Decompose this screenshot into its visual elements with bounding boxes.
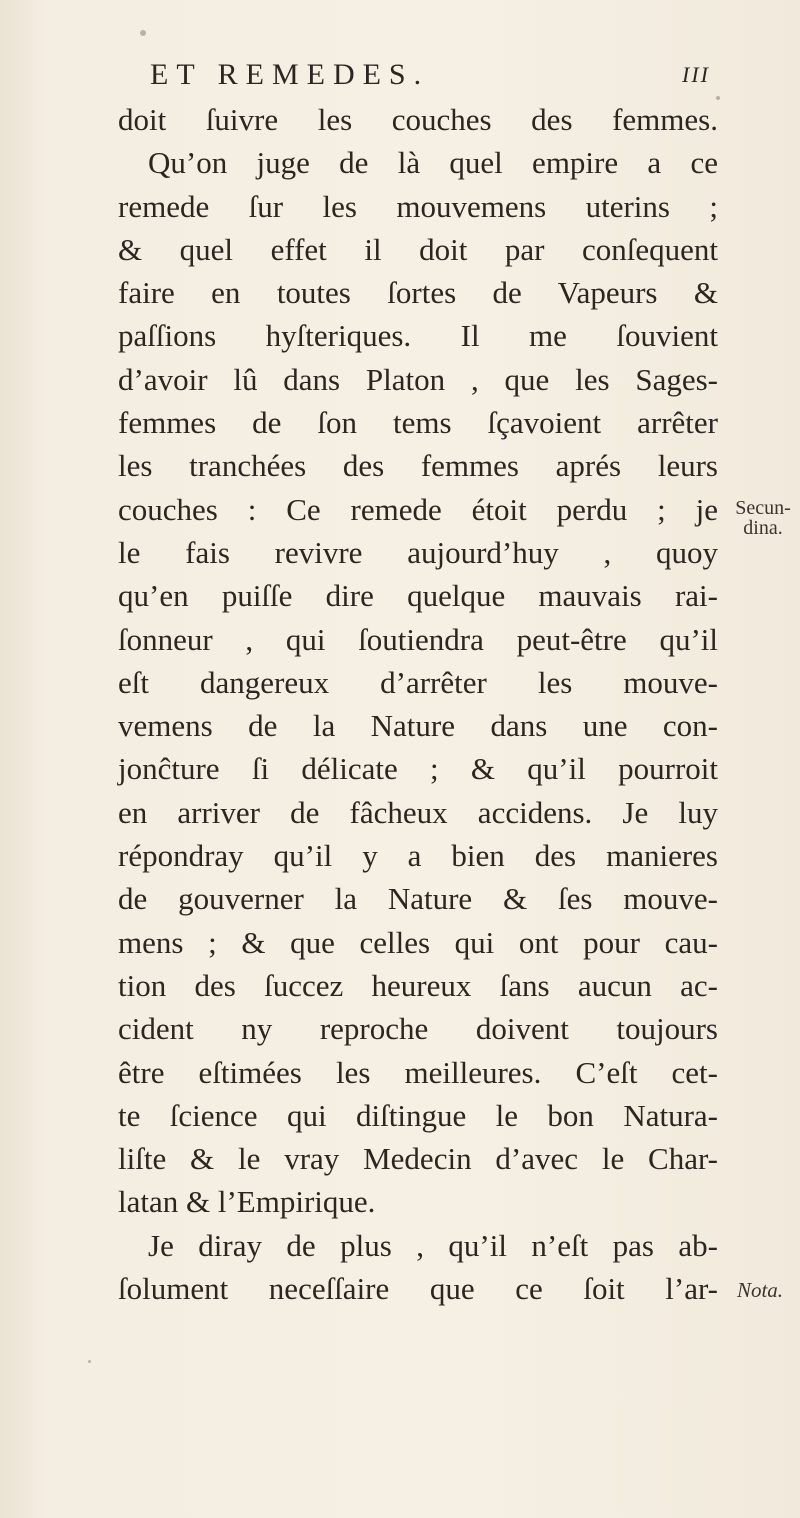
text-line: Qu’on juge de là quel empire a ce — [148, 145, 718, 181]
text-line: liſte & le vray Medecin d’avec le Char- — [118, 1141, 718, 1177]
text-line: le fais revivre aujourd’huy , quoy — [118, 534, 718, 570]
ink-speck — [88, 1360, 91, 1363]
text-line: d’avoir lû dans Platon , que les Sages- — [118, 361, 718, 397]
running-head-title: ET REMEDES. — [150, 58, 430, 91]
text-line: femmes de ſon tems ſçavoient arrêter — [118, 405, 718, 441]
text-line: doit ſuivre les couches des femmes. — [118, 102, 718, 137]
text-line: couches : Ce remede étoit perdu ; je — [118, 491, 718, 527]
text-line: cident ny reproche doivent toujours — [118, 1011, 718, 1047]
text-line: vemens de la Nature dans une con- — [118, 708, 718, 744]
ink-speck — [716, 96, 720, 100]
body-text — [118, 98, 718, 1310]
margin-note-line: dina. — [743, 517, 783, 539]
text-line: de gouverner la Nature & ſes mouve- — [118, 881, 718, 917]
page-number: III — [682, 62, 710, 87]
margin-note-secundina — [732, 498, 794, 538]
margin-note-nota: Nota. — [736, 1278, 784, 1302]
text-line: répondray qu’il y a bien des manieres — [118, 838, 718, 874]
text-line: mens ; & que celles qui ont pour cau- — [118, 924, 718, 960]
text-line: te ſcience qui diſtingue le bon Natura- — [118, 1097, 718, 1133]
text-line: paſſions hyſteriques. Il me ſouvient — [118, 318, 718, 354]
text-line: ſonneur , qui ſoutiendra peut-être qu’il — [118, 621, 718, 657]
text-line: tion des ſuccez heureux ſans aucun ac- — [118, 967, 718, 1003]
text-line: en arriver de fâcheux accidens. Je luy — [118, 794, 718, 830]
text-line: & quel effet il doit par conſequent — [118, 231, 718, 267]
text-line: jonĉture ſi délicate ; & qu’il pourroit — [118, 751, 718, 787]
running-head — [150, 58, 710, 98]
text-line: latan & l’Empirique. — [118, 1184, 376, 1220]
text-line: qu’en puiſſe dire quelque mauvais rai- — [118, 578, 718, 614]
text-line: être eſtimées les meilleures. C’eſt cet- — [118, 1054, 718, 1090]
margin-note-line: Secun- — [735, 497, 791, 519]
text-line: les tranchées des femmes aprés leurs — [118, 448, 718, 484]
text-line: eſt dangereux d’arrêter les mouve- — [118, 664, 718, 700]
ink-speck — [140, 30, 146, 36]
text-line: remede ſur les mouvemens uterins ; — [118, 188, 718, 224]
text-line: Je diray de plus , qu’il n’eſt pas ab- — [148, 1227, 718, 1263]
text-line: ſolument neceſſaire que ce ſoit l’ar- — [118, 1271, 718, 1307]
text-line: faire en toutes ſortes de Vapeurs & — [118, 275, 718, 311]
